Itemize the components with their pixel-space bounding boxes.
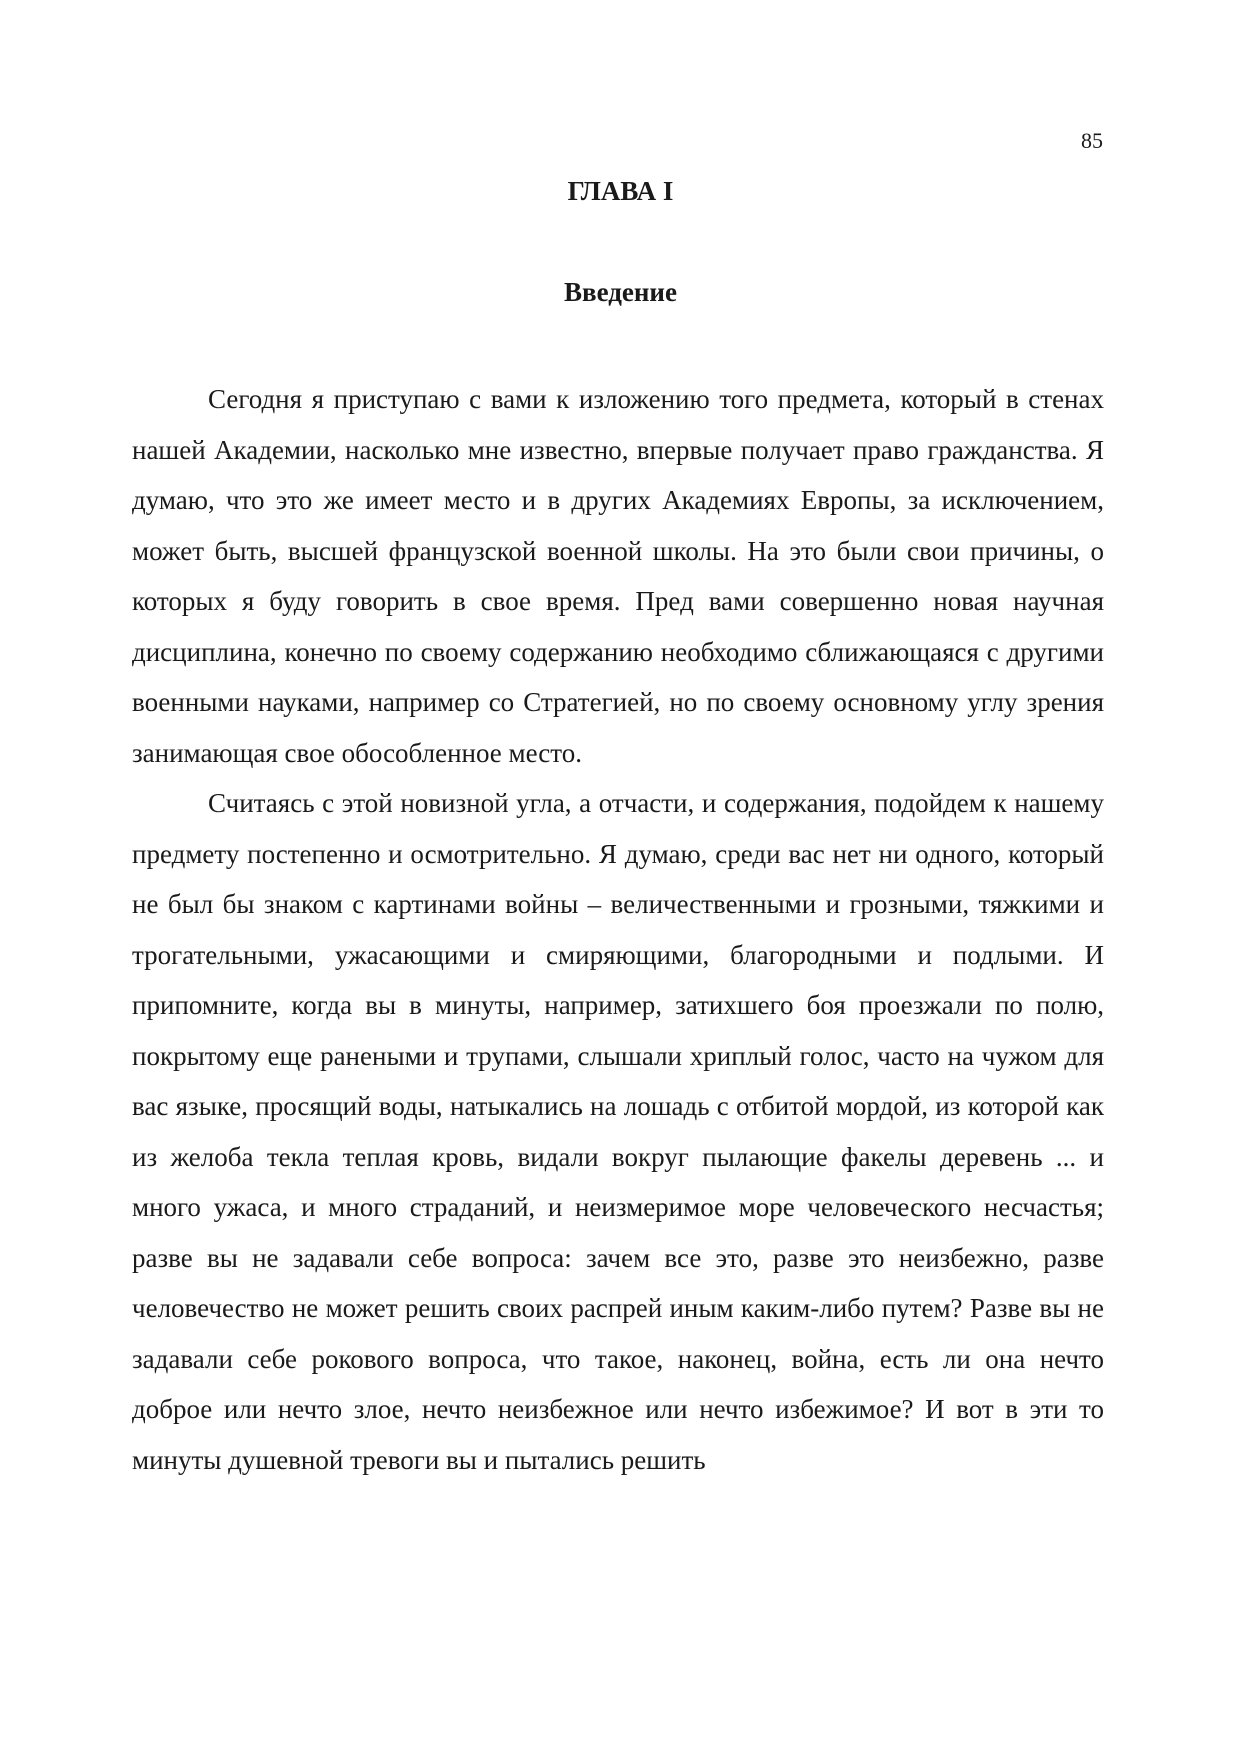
section-title: Введение bbox=[564, 277, 677, 307]
page-number: 85 bbox=[1081, 128, 1103, 153]
body-text bbox=[132, 374, 1104, 1485]
paragraph: Сегодня я приступаю с вами к изложению того предмета, который в стенах нашей Академии, насколько мне известно, впервые получает право гражданства. Я думаю, что это же имеет место и в других Академиях Европы, за исключением, может быть, высшей французской военной школы. На это были свои причины, о которых я буду говорить в свое время. Пред вами совершенно новая научная дисциплина, конечно по своему содержанию необходимо сближающаяся с другими военными науками, например со Стратегией, но по своему основному углу зрения занимающая свое обособленное место. bbox=[132, 384, 1104, 768]
chapter-title: ГЛАВА I bbox=[567, 176, 674, 206]
paragraph: Считаясь с этой новизной угла, а отчасти, и содержания, подойдем к нашему предмету постепенно и осмотрительно. Я думаю, среди вас нет ни одного, который не был бы знаком с картинами войны – величественными и грозными, тяжкими и трогательными, ужасающими и смиряющими, благородными и подлыми. И припомните, когда вы в минуты, например, затихшего боя проезжали по полю, покрытому еще ранеными и трупами, слышали хриплый голос, часто на чужом для вас языке, просящий воды, натыкались на лошадь с отбитой мордой, из которой как из желоба текла теплая кровь, видали вокруг пылающие факелы деревень ... и много ужаса, и много страданий, и неизмеримое море человеческого несчастья; разве вы не задавали себе вопроса: зачем все это, разве это неизбежно, разве человечество не может решить своих распрей иным каким-либо путем? Разве вы не задавали себе рокового вопроса, что такое, наконец, война, есть ли она нечто доброе или нечто злое, нечто неизбежное или нечто избежимое? И вот в эти то минуты душевной тревоги вы и пытались решить bbox=[132, 788, 1104, 1475]
